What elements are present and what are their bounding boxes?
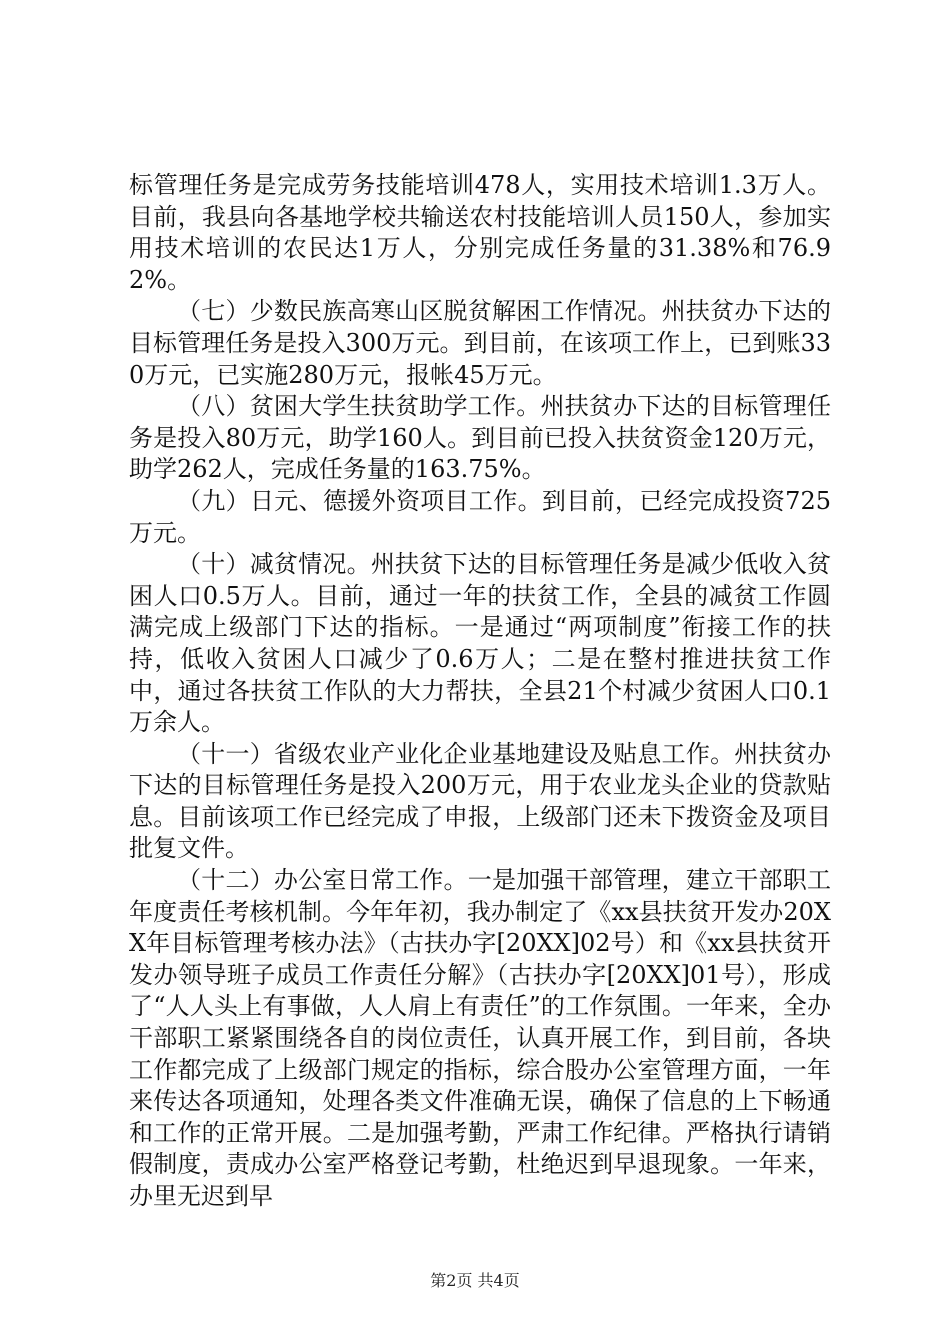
paragraph-section-9: （九）日元、德援外资项目工作。到目前，已经完成投资725万元。 xyxy=(129,486,831,547)
paragraph-section-8: （八）贫困大学生扶贫助学工作。州扶贫办下达的目标管理任务是投入80万元，助学160人。到目前已投入扶贫资金120万元，助学262人，完成任务量的163.75%。 xyxy=(129,392,831,484)
document-body xyxy=(129,170,831,1213)
paragraph-continued: 标管理任务是完成劳务技能培训478人，实用技术培训1.3万人。目前，我县向各基地学校共输送农村技能培训人员150人，参加实用技术培训的农民达1万人，分别完成任务量的31.38%和76.92%。 xyxy=(129,171,831,294)
paragraph-section-7: （七）少数民族高寒山区脱贫解困工作情况。州扶贫办下达的目标管理任务是投入300万元。到目前，在该项工作上，已到账330万元，已实施280万元，报帐45万元。 xyxy=(129,297,831,389)
paragraph-section-10: （十）减贫情况。州扶贫下达的目标管理任务是减少低收入贫困人口0.5万人。目前，通过一年的扶贫工作，全县的减贫工作圆满完成上级部门下达的指标。一是通过“两项制度”衔接工作的扶持，低收入贫困人口减少了0.6万人；二是在整村推进扶贫工作中，通过各扶贫工作队的大力帮扶，全县21个村减少贫困人口0.1万余人。 xyxy=(129,550,831,737)
page-number-footer: 第2页 共4页 xyxy=(430,1271,520,1290)
paragraph-section-12: （十二）办公室日常工作。一是加强干部管理，建立干部职工年度责任考核机制。今年年初，我办制定了《xx县扶贫开发办20XX年目标管理考核办法》（古扶办字[20XX]02号）和《xx县扶贫开发办领导班子成员工作责任分解》（古扶办字[20XX]01号），形成了“人人头上有事做，人人肩上有责任”的工作氛围。一年来，全办干部职工紧紧围绕各自的岗位责任，认真开展工作，到目前，各块工作都完成了上级部门规定的指标，综合股办公室管理方面，一年来传达各项通知，处理各类文件准确无误，确保了信息的上下畅通和工作的正常开展。二是加强考勤，严肃工作纪律。严格执行请销假制度，责成办公室严格登记考勤，杜绝迟到早退现象。一年来，办里无迟到早 xyxy=(129,866,831,1210)
paragraph-section-11: （十一）省级农业产业化企业基地建设及贴息工作。州扶贫办下达的目标管理任务是投入200万元，用于农业龙头企业的贷款贴息。目前该项工作已经完成了申报，上级部门还未下拨资金及项目批复文件。 xyxy=(129,739,831,863)
